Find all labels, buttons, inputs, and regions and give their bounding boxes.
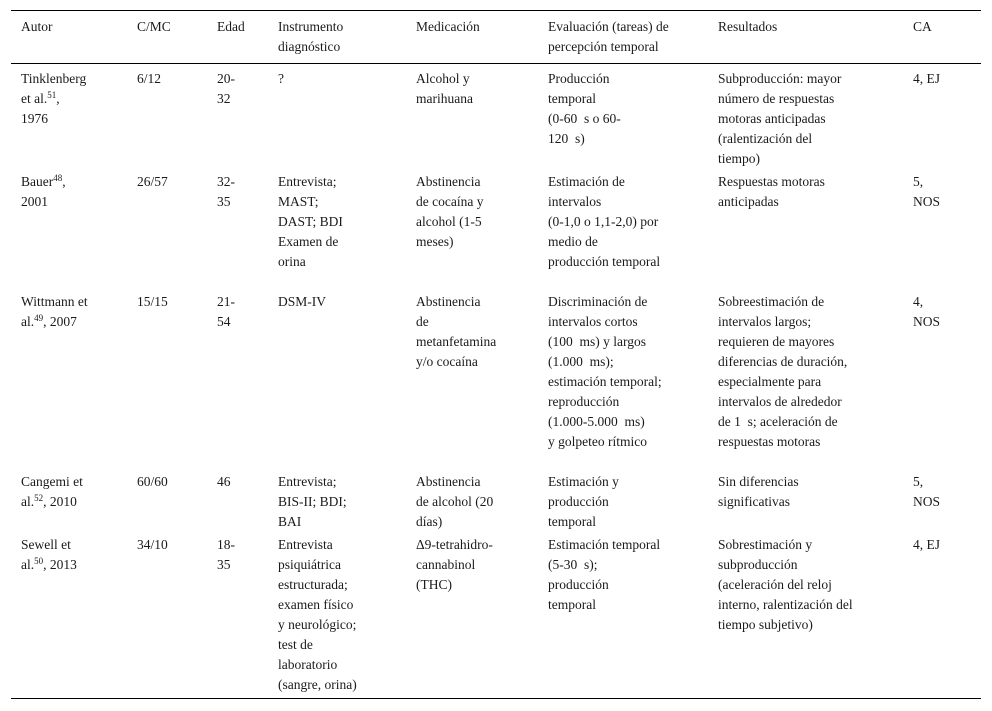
cell-autor [11, 535, 127, 699]
cell-instrumento: Entrevista; MAST; DAST; BDI Examen de orina [278, 174, 343, 269]
table-row [11, 535, 981, 699]
cell-medicacion: Abstinencia de alcohol (20 días) [416, 474, 494, 529]
author-name: Tinklenberg et al. [21, 71, 87, 106]
table-row [11, 172, 981, 292]
cell-instrumento: Entrevista psiquiátrica estructurada; examen físico y neurológico; test de laboratorio (sangre, orina) [278, 537, 357, 692]
cell-medicacion: Alcohol y marihuana [416, 71, 473, 106]
cell-resultados: Sin diferencias significativas [718, 474, 799, 509]
cell-evaluacion: Producción temporal (0-60 s o 60- 120 s) [548, 71, 621, 146]
header-c-mc: C/MC [137, 19, 171, 34]
reference-number: 49 [34, 313, 44, 323]
cell-autor [11, 172, 127, 292]
cell-evaluacion: Estimación temporal (5-30 s); producción temporal [548, 537, 661, 612]
table-row [11, 292, 981, 472]
header-edad: Edad [217, 19, 245, 34]
cell-ca: 4, EJ [913, 537, 940, 552]
cell-resultados: Sobreestimación de intervalos largos; requieren de mayores diferencias de duración, especialmente para intervalos de alrededor de 1 s; aceleración de respuestas motoras [718, 294, 848, 449]
header-ca: CA [913, 19, 932, 34]
cell-edad: 32- 35 [217, 174, 235, 209]
author-year: , 2007 [43, 314, 77, 329]
reference-number: 51 [47, 90, 57, 100]
header-evaluacion: Evaluación (tareas) de percepción temporal [548, 19, 669, 54]
reference-number: 48 [53, 173, 63, 183]
header-autor: Autor [21, 19, 53, 34]
cell-c-mc: 6/12 [137, 71, 162, 86]
author-year: , 2010 [43, 494, 77, 509]
author-year: , 1976 [21, 91, 60, 126]
author-name: Sewell et al. [21, 537, 71, 572]
cell-medicacion: Abstinencia de cocaína y alcohol (1-5 meses) [416, 174, 484, 249]
cell-c-mc: 60/60 [137, 474, 168, 489]
study-table [11, 10, 981, 699]
cell-c-mc: 34/10 [137, 537, 168, 552]
cell-ca: 5, NOS [913, 474, 941, 509]
cell-edad: 46 [217, 474, 231, 489]
cell-ca: 4, EJ [913, 71, 940, 86]
cell-medicacion: Abstinencia de metanfetamina y/o cocaína [416, 294, 497, 369]
cell-resultados: Respuestas motoras anticipadas [718, 174, 825, 209]
author-year: , 2013 [43, 557, 77, 572]
cell-evaluacion: Estimación y producción temporal [548, 474, 619, 529]
reference-number: 52 [34, 493, 44, 503]
cell-edad: 20- 32 [217, 71, 235, 106]
study-table-container [11, 10, 981, 699]
table-header-row [11, 11, 981, 64]
cell-autor [11, 64, 127, 173]
cell-evaluacion: Discriminación de intervalos cortos (100 ms) y largos (1.000 ms); estimación temporal; reproducción (1.000-5.000 ms) y golpeteo rítmico [548, 294, 662, 449]
cell-resultados: Subproducción: mayor número de respuestas motoras anticipadas (ralentización del tiempo) [718, 71, 842, 166]
cell-autor [11, 472, 127, 535]
cell-instrumento: Entrevista; BIS-II; BDI; BAI [278, 474, 347, 529]
table-row [11, 472, 981, 535]
cell-ca: 4, NOS [913, 294, 941, 329]
cell-ca: 5, NOS [913, 174, 941, 209]
cell-evaluacion: Estimación de intervalos (0-1,0 o 1,1-2,0) por medio de producción temporal [548, 174, 661, 269]
cell-c-mc: 26/57 [137, 174, 168, 189]
reference-number: 50 [34, 556, 44, 566]
author-name: Bauer [21, 174, 54, 189]
cell-medicacion: Δ9-tetrahidro- cannabinol (THC) [416, 537, 493, 592]
header-resultados: Resultados [718, 19, 778, 34]
table-row [11, 64, 981, 173]
cell-edad: 18- 35 [217, 537, 235, 572]
author-name: Wittmann et al. [21, 294, 88, 329]
cell-resultados: Sobrestimación y subproducción (aceleración del reloj interno, ralentización del tiempo subjetivo) [718, 537, 853, 632]
author-name: Cangemi et al. [21, 474, 83, 509]
author-year: , 2001 [21, 174, 66, 209]
header-instrumento: Instrumento diagnóstico [278, 19, 344, 54]
cell-autor [11, 292, 127, 472]
cell-edad: 21- 54 [217, 294, 235, 329]
header-medicacion: Medicación [416, 19, 480, 34]
cell-instrumento: DSM-IV [278, 294, 327, 309]
cell-instrumento: ? [278, 71, 284, 86]
cell-c-mc: 15/15 [137, 294, 168, 309]
